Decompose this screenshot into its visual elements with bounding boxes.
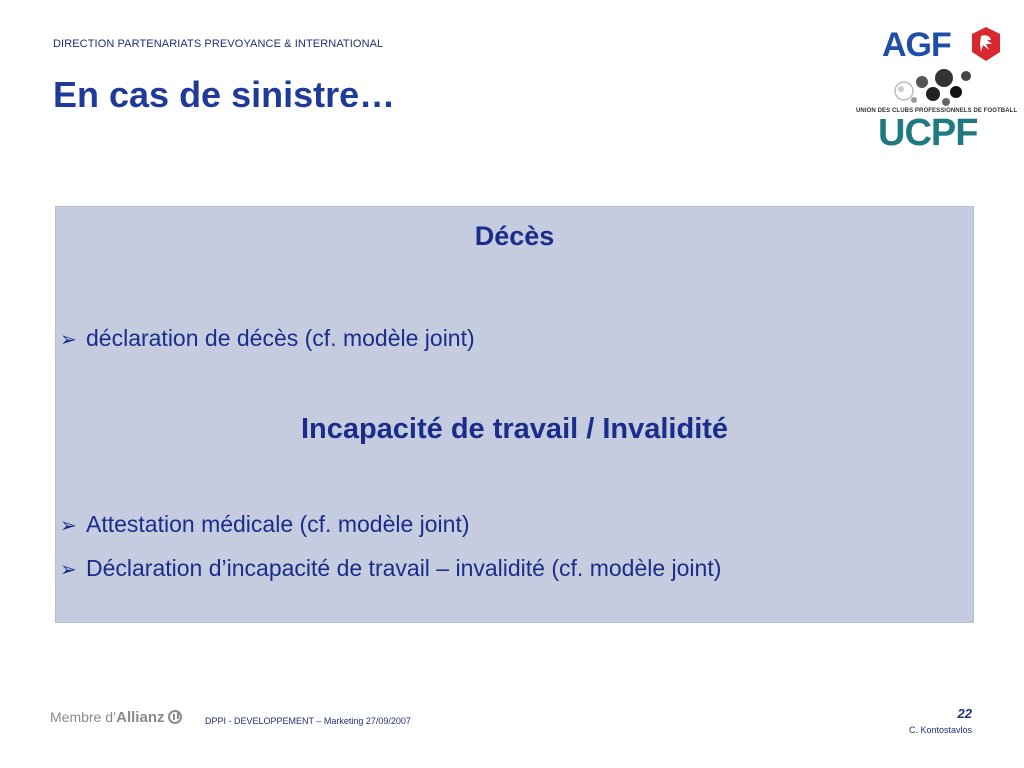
- bullet-item: [60, 511, 470, 538]
- author-name: C. Kontostavlos: [908, 725, 972, 735]
- ucpf-logo-text: UCPF: [878, 112, 978, 154]
- content-panel: [55, 206, 974, 623]
- allianz-eagle-icon: [168, 710, 182, 724]
- section-heading-deces: Décès: [474, 221, 555, 251]
- arrow-bullet-icon: ➢: [60, 515, 77, 537]
- department-label: DIRECTION PARTENARIATS PREVOYANCE & INTERNATIONAL: [53, 38, 384, 50]
- bullet-text: Déclaration d’incapacité de travail – invalidité (cf. modèle joint): [86, 555, 722, 581]
- bullet-text: Attestation médicale (cf. modèle joint): [86, 511, 470, 537]
- member-prefix: Membre d’: [50, 709, 117, 725]
- partner-logos: [852, 24, 1018, 154]
- page-number: 22: [957, 706, 972, 721]
- arrow-bullet-icon: ➢: [60, 559, 77, 581]
- agf-logo: [882, 24, 1002, 66]
- slide-title: En cas de sinistre…: [53, 74, 396, 115]
- football-icon: [886, 64, 976, 110]
- bullet-item: [60, 555, 721, 582]
- agf-emblem-icon: [970, 26, 1002, 62]
- agf-logo-text: AGF: [882, 26, 951, 64]
- footer-info: DPPI - DEVELOPPEMENT – Marketing 27/09/2007: [205, 716, 411, 726]
- allianz-member-logo: [50, 709, 182, 726]
- ucpf-tagline: UNION DES CLUBS PROFESSIONNELS DE FOOTBALL: [856, 108, 1018, 114]
- section-heading-incapacite: Incapacité de travail / Invalidité: [300, 413, 729, 445]
- arrow-bullet-icon: ➢: [60, 329, 77, 351]
- member-brand: Allianz: [116, 709, 165, 726]
- bullet-text: déclaration de décès (cf. modèle joint): [86, 325, 475, 351]
- bullet-item: [60, 325, 475, 352]
